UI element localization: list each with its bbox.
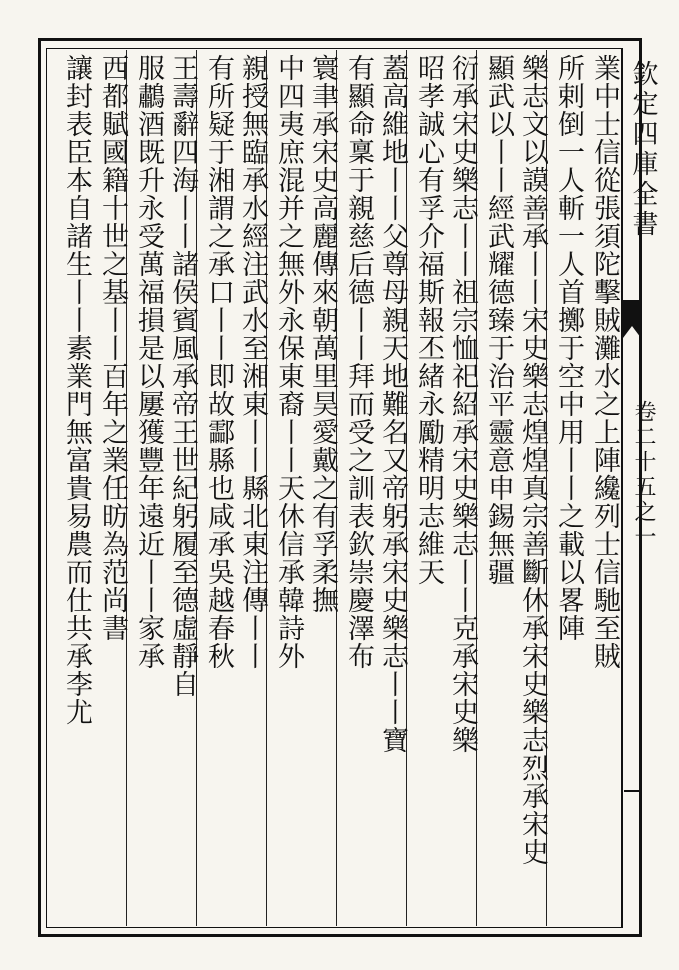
margin-mark: [624, 790, 640, 792]
text-column-6: 昭孝誠心有孚介福斯報丕緒永勵精明志維天: [413, 54, 444, 586]
text-column-14: 服鷫酒既升永受萬福損是以屢獲豐年遠近丨丨家承: [133, 54, 164, 670]
text-column-7: 蓋高維地丨丨父尊母親天地難名又帝躬承宋史樂志丨丨寶: [377, 54, 408, 754]
fish-tail-notch: [623, 326, 641, 338]
margin-volume-number: 卷二十五之一: [631, 400, 656, 550]
text-column-10: 中四夷庶混并之無外永保東裔丨丨天休信承韓詩外: [273, 54, 304, 670]
text-column-2: 所剌倒一人斬一人首擲于空中用丨丨之載以畧陣: [553, 54, 584, 642]
margin-book-title: 欽定四庫全書: [628, 60, 658, 240]
text-column-13: 王壽辭四海丨丨諸侯賓風承帝王世紀躬履至德虛靜自: [167, 54, 198, 698]
text-column-1: 業中士信從張須陀擊賊灘水之上陣纔列士信馳至賊: [589, 54, 620, 670]
text-column-12: 有所疑于湘謂之承口丨丨即故酃縣也咸承吳越春秋: [203, 54, 234, 670]
text-column-4: 顯武以丨丨經武耀德臻于治平靈意申錫無疆: [483, 54, 514, 586]
text-column-11: 親授無臨承水經注武水至湘東丨丨縣北東注傳丨丨: [237, 54, 268, 670]
text-column-8: 有顯命稟于親慈后德丨丨拜而受之訓表欽崇慶澤布: [343, 54, 374, 670]
text-column-5: 衍承宋史樂志丨丨祖宗恤祀紹承宋史樂志丨丨克承宋史樂: [447, 54, 478, 754]
text-column-15: 西都賦國籍十世之基丨丨百年之業任昉為范尚書: [97, 54, 128, 642]
text-column-9: 寰聿承宋史高麗傳來朝萬里昊愛戴之有孚柔撫: [307, 54, 338, 614]
text-column-16: 讓封表臣本自諸生丨丨素業門無富貴易農而仕共承李尤: [61, 54, 92, 726]
fish-tail-mark: [623, 300, 641, 326]
text-column-3: 樂志文以謨善承丨丨宋史樂志煌煌真宗善斷休承宋史樂志烈承宋史: [517, 54, 548, 866]
